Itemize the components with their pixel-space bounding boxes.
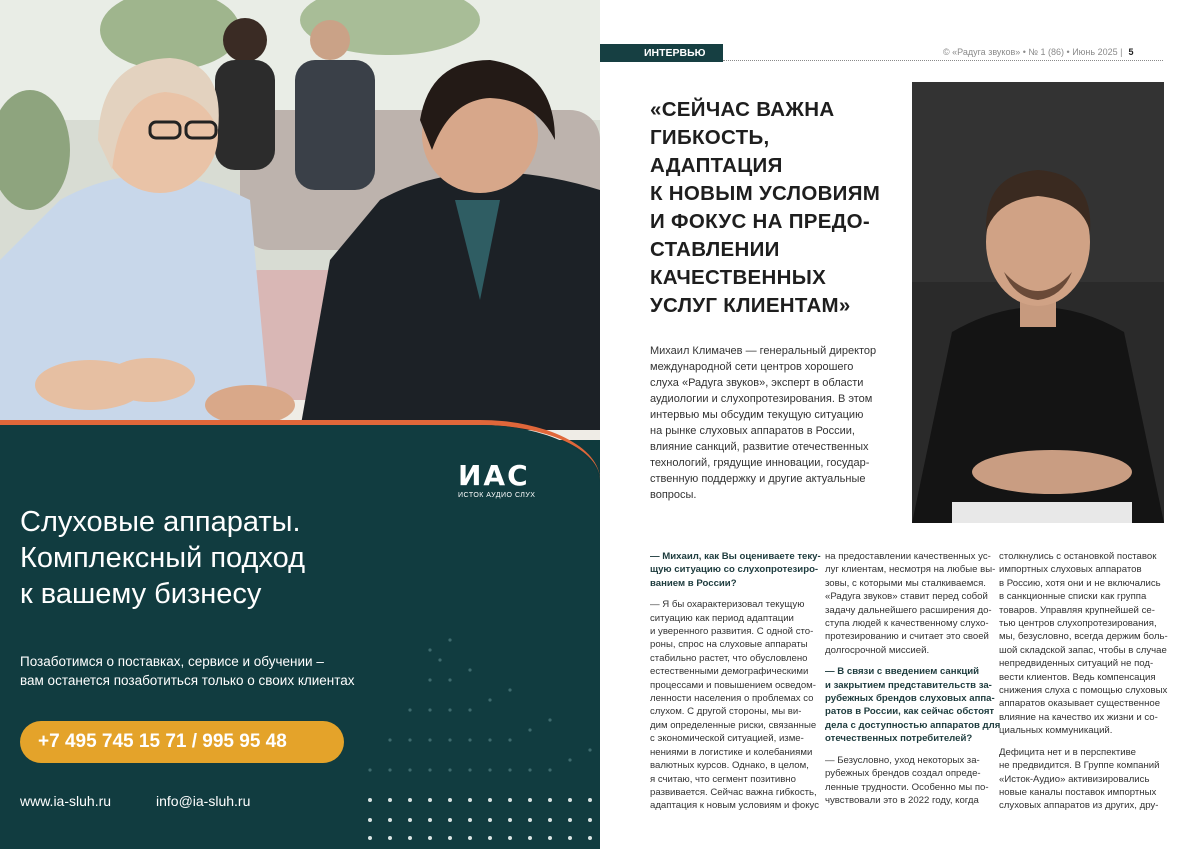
answer-line: — Безусловно, уход некоторых за-: [825, 754, 980, 766]
answer-line: естественными демографическими: [650, 666, 809, 678]
answer-line: импортных слуховых аппаратов: [999, 564, 1142, 576]
ad-headline: [20, 504, 460, 612]
question-line: отечественных потребителей?: [825, 733, 973, 745]
ad-subtext: [20, 652, 440, 690]
answer-line: ленные трудности. Особенно мы по-: [825, 781, 989, 793]
answer-line: на предоставлении качественных ус-: [825, 551, 991, 562]
headline-line: ГИБКОСТЬ,: [650, 126, 770, 149]
answer-line: товаров. Управляя крупнейшей се-: [999, 604, 1155, 616]
lead-line: ственную поддержку и другие актуальные: [650, 473, 866, 485]
meeting-illustration: [0, 0, 600, 440]
answer-line: нениями в логистике и колебаниями: [650, 746, 813, 758]
lead-line: вопросы.: [650, 489, 697, 501]
answer-line: слухом. С другой стороны, мы ви-: [650, 706, 802, 718]
answer-line: адаптация к новым условиям и фокус: [650, 800, 820, 812]
answer-line: стабильно растет, что обусловлено: [650, 652, 808, 664]
answer-line: я считаю, что сегмент позитивно: [650, 773, 796, 785]
answer-line: луг клиентам, несмотря на любые вы-: [825, 564, 996, 576]
answer-line: рубежных брендов создал опреде-: [825, 768, 981, 780]
answer-line: ленности населения о проблемах со: [650, 693, 814, 705]
answer-line: в санкционные списки как группа: [999, 591, 1147, 603]
logo-mark: ИАС: [458, 459, 530, 492]
answer-line: роны, спрос на слуховые аппараты: [650, 639, 808, 651]
question-line: рубежных брендов слуховых аппа-: [825, 693, 995, 705]
lead-line: аудиологии и слухопротезирования. В этом: [650, 393, 873, 405]
page-number: 5: [1128, 47, 1134, 57]
question-line: ванием в России?: [650, 577, 737, 589]
body-column-2: [825, 550, 1001, 807]
lead-line: Михаил Климачев — генеральный директор: [650, 345, 877, 357]
answer-line: влияние на качество их жизни и со-: [999, 711, 1158, 723]
question-line: — В связи с введением санкций: [825, 666, 980, 678]
answer-line: шой складской запас, чтобы в случае: [999, 644, 1167, 656]
body-column-1: [650, 550, 821, 813]
email-link[interactable]: info@ia-sluh.ru: [156, 793, 251, 809]
lead-line: международной сети центров хорошего: [650, 361, 854, 373]
headline-line: К НОВЫМ УСЛОВИЯМ: [650, 182, 881, 205]
answer-line: циальных коммуникаций.: [999, 725, 1113, 737]
answer-line: ситуацию как период адаптации: [650, 612, 794, 624]
answer-line: задачу дальнейшего расширения до-: [825, 604, 992, 616]
question-line: дела с доступностью аппаратов для: [825, 719, 1001, 731]
headline-line: УСЛУГ КЛИЕНТАМ»: [650, 294, 851, 317]
ad-subtext-line: Позаботимся о поставках, сервисе и обучении –: [20, 654, 324, 669]
answer-line: «Радуга звуков» ставит перед собой: [825, 591, 988, 603]
rubric-label: ИНТЕРВЬЮ: [600, 44, 723, 62]
answer-line: не предвидится. В Группе компаний: [999, 760, 1160, 772]
article-lead: [650, 343, 890, 503]
lead-line: слуха «Радуга звуков», эксперт в области: [650, 377, 864, 389]
question-line: щую ситуацию со слухопротезиро-: [650, 564, 819, 576]
headline-line: КАЧЕСТВЕННЫХ: [650, 266, 827, 289]
answer-line: Дефицита нет и в перспективе: [999, 746, 1136, 758]
ad-headline-line: к вашему бизнесу: [20, 578, 262, 610]
answer-line: валютных курсов. Однако, в целом,: [650, 760, 809, 772]
answer-line: аппаратов оказывает существенное: [999, 698, 1161, 710]
ias-logo: [458, 459, 536, 499]
answer-line: и уверенного развития. С одной сто-: [650, 626, 814, 638]
phone-button[interactable]: +7 495 745 15 71 / 995 95 48: [20, 721, 344, 763]
article-body: [650, 550, 1168, 849]
lead-line: технологий, грядущие инновации, государ-: [650, 457, 870, 469]
answer-line: непредвиденных ситуаций не под-: [999, 658, 1154, 670]
answer-line: развивается. Сейчас важна гибкость,: [650, 786, 817, 798]
answer-line: снижения слуха с помощью слуховых: [999, 685, 1168, 697]
header-divider: [723, 60, 1163, 61]
headline-line: СТАВЛЕНИИ: [650, 238, 780, 261]
headline-line: «СЕЙЧАС ВАЖНА: [650, 98, 835, 121]
question-line: — Михаил, как Вы оцениваете теку-: [650, 551, 821, 562]
ad-headline-line: Слуховые аппараты.: [20, 506, 301, 538]
dot-pattern-decoration: [340, 600, 600, 849]
answer-line: новые каналы поставок импортных: [999, 786, 1157, 798]
headline-line: АДАПТАЦИЯ: [650, 154, 783, 177]
logo-subtitle: ИСТОК АУДИО СЛУХ: [458, 492, 536, 499]
answer-line: долгосрочной миссией.: [825, 644, 930, 656]
answer-line: мы, безусловно, всегда держим боль-: [999, 631, 1168, 643]
folio: [943, 47, 1133, 57]
answer-line: процессами и повышением осведом-: [650, 679, 816, 691]
lead-line: интервью мы обсудим текущую ситуацию: [650, 409, 864, 421]
ad-headline-line: Комплексный подход: [20, 542, 306, 574]
issue-info: © «Радуга звуков» • № 1 (86) • Июнь 2025 |: [943, 47, 1123, 57]
answer-line: чувствовали это в 2022 году, когда: [825, 794, 979, 806]
interviewee-portrait: [912, 82, 1164, 523]
website-link[interactable]: www.ia-sluh.ru: [20, 793, 112, 809]
answer-line: — Я бы охарактеризовал текущую: [650, 599, 805, 611]
answer-line: «Исток-Аудио» активизировались: [999, 773, 1150, 785]
question-line: ратов в России, как сейчас обстоят: [825, 706, 995, 718]
body-column-3: [999, 550, 1168, 813]
headline-line: И ФОКУС НА ПРЕДО-: [650, 210, 871, 233]
article-page: [600, 0, 1200, 849]
portrait-illustration: [912, 82, 1164, 523]
article-headline: [650, 96, 910, 320]
answer-line: тью центров слухопротезирования,: [999, 618, 1157, 630]
ad-subtext-line: вам останется позаботиться только о своих клиентах: [20, 673, 355, 688]
answer-line: протезированию и считает это своей: [825, 631, 989, 643]
answer-line: в Россию, хотя они и не включались: [999, 577, 1161, 589]
answer-line: вести клиентов. Ведь компенсация: [999, 671, 1156, 683]
lead-line: влияние санкций, развитие отечественных: [650, 441, 869, 453]
answer-line: дим определенные риски, связанные: [650, 719, 817, 731]
answer-line: зовы, с которыми мы сталкиваемся.: [825, 577, 986, 589]
lead-line: на рынке слуховых аппаратов в России,: [650, 425, 855, 437]
business-meeting-photo: [0, 0, 600, 440]
question-line: и закрытием представительств за-: [825, 679, 992, 691]
answer-line: слуховых аппаратов из других, дру-: [999, 800, 1159, 812]
answer-line: с экономической ситуацией, изме-: [650, 733, 804, 745]
answer-line: ступа людей к качественному слухо-: [825, 618, 989, 630]
answer-line: столкнулись с остановкой поставок: [999, 551, 1157, 562]
